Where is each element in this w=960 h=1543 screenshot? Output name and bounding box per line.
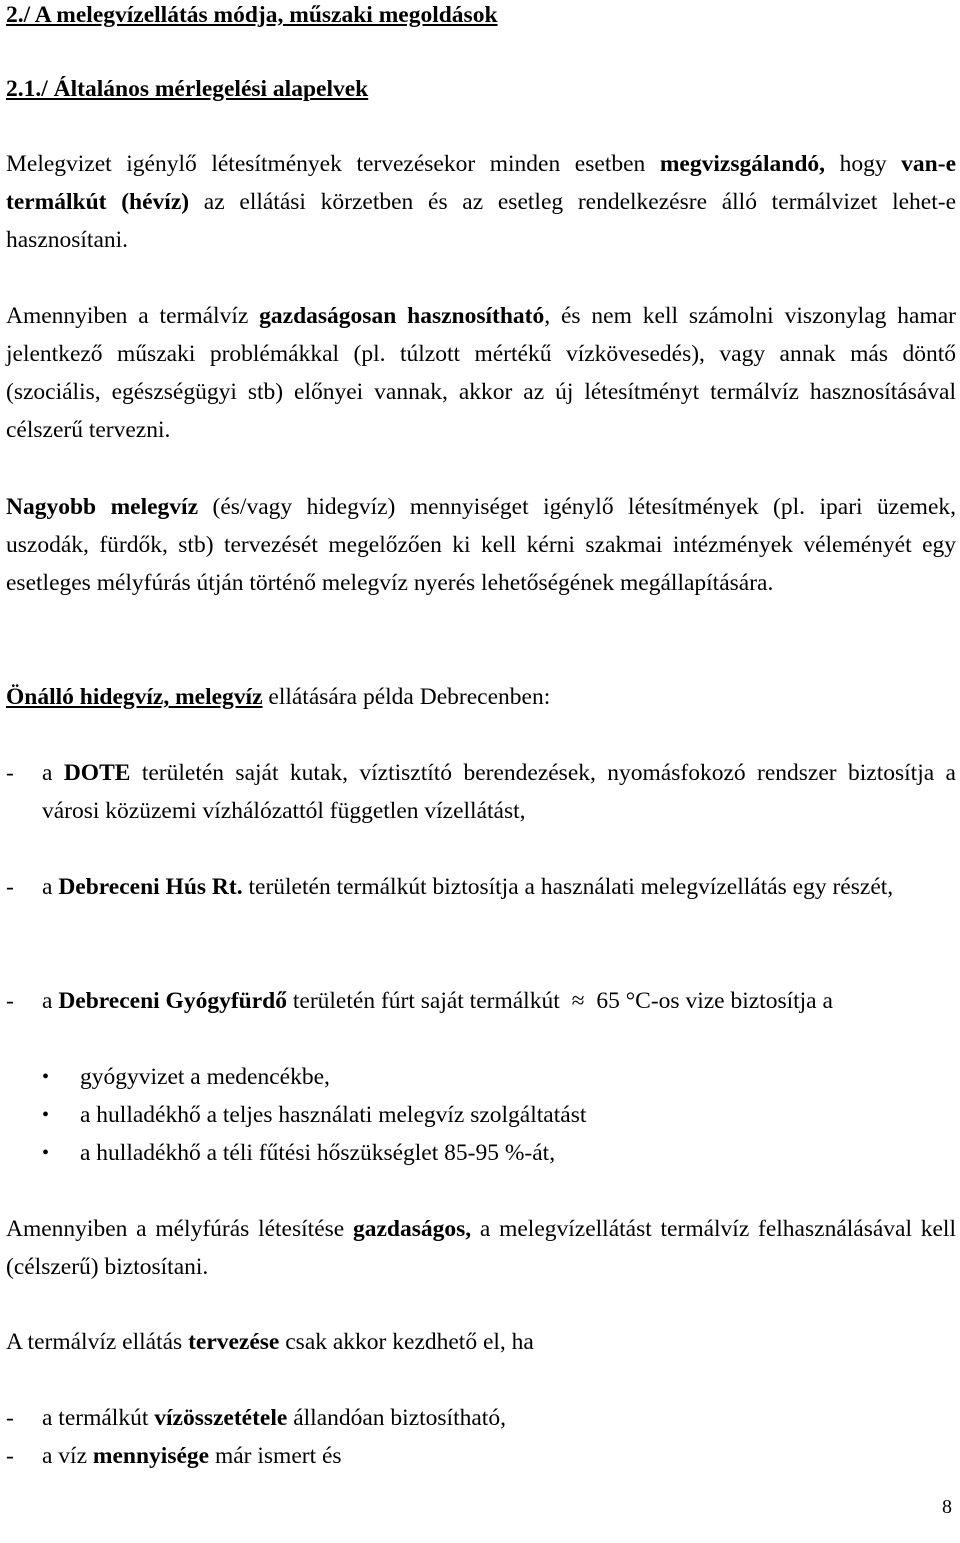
bold-text: Debreceni Hús Rt. xyxy=(58,874,243,900)
dash-marker: - xyxy=(6,874,14,900)
text: , és nem kell számolni viszonylag hamar jelentkező műszaki problémákkal (pl. túlzott mértékű vízkövesedés), vagy annak más döntő (szociális, egészségügyi stb) előnyei vannak, akkor az új létesítményt termálvíz hasznosításával célszerű tervezni. xyxy=(6,303,956,443)
text: a xyxy=(42,760,64,786)
bold-text: mennyisége xyxy=(92,1443,210,1469)
text: 65 °C-os vize biztosítja a xyxy=(590,988,833,1014)
text: a víz xyxy=(42,1443,93,1469)
bold-text: Debreceni Gyógyfürdő xyxy=(58,988,287,1014)
section-heading: 2./ A melegvízellátás módja, műszaki megoldások xyxy=(6,2,498,28)
dash-marker: - xyxy=(6,1443,14,1469)
paragraph-1 xyxy=(6,145,956,259)
text: a melegvízellátást termálvíz felhasználásával kell (célszerű) biztosítani. xyxy=(6,1216,956,1280)
text: Amennyiben a mélyfúrás létesítése xyxy=(6,1216,353,1242)
bullet-text: a hulladékhő a teljes használati melegvíz szolgáltatást xyxy=(80,1102,587,1128)
bullet-text: a hulladékhő a téli fűtési hőszükséglet 85-95 %-át, xyxy=(80,1140,556,1166)
text: Amennyiben a termálvíz xyxy=(6,303,260,329)
text: Melegvizet igénylő létesítmények tervezésekor minden esetben xyxy=(6,151,660,177)
text: a xyxy=(42,988,59,1014)
text: területén termálkút biztosítja a használati melegvízellátás egy részét, xyxy=(242,874,894,900)
paragraph-5 xyxy=(6,1210,956,1286)
text: állandóan biztosítható, xyxy=(287,1405,506,1431)
text: csak akkor kezdhető el, ha xyxy=(279,1329,534,1355)
text: ellátására példa Debrecenben: xyxy=(262,684,551,710)
bold-text: megvizsgálandó, xyxy=(659,151,826,177)
bold-text: Nagyobb melegvíz xyxy=(6,494,199,520)
list-item-text xyxy=(42,868,956,906)
bullet-icon: • xyxy=(42,1142,50,1164)
approx-symbol: ≈ xyxy=(571,988,585,1014)
paragraph-4 xyxy=(6,678,956,716)
text: területén fúrt saját termálkút xyxy=(286,988,566,1014)
list-item-text xyxy=(42,982,956,1020)
bullet-icon: • xyxy=(42,1104,50,1126)
paragraph-3 xyxy=(6,488,956,602)
text: területén saját kutak, víztisztító berendezések, nyomásfokozó rendszer biztosítja a városi közüzemi vízhálózattól független vízellátást, xyxy=(42,760,956,824)
paragraph-2 xyxy=(6,297,956,449)
bullet-icon: • xyxy=(42,1066,50,1088)
dash-marker: - xyxy=(6,988,14,1014)
list-item-text xyxy=(42,1399,956,1437)
bold-text: tervezése xyxy=(188,1329,280,1355)
paragraph-6 xyxy=(6,1323,956,1361)
text: a xyxy=(42,874,59,900)
text: az ellátási körzetben és az esetleg rendelkezésre álló termálvizet lehet-e hasznosítani. xyxy=(6,189,956,253)
text: hogy xyxy=(825,151,902,177)
bullet-text: gyógyvizet a medencékbe, xyxy=(80,1064,330,1090)
text: (és/vagy hidegvíz) mennyiséget igénylő létesítmények (pl. ipari üzemek, uszodák, fürdők, stb) tervezését megelőzően ki kell kérni szakmai intézmények véleményét egy esetleges mélyfúrás útján történő melegvíz nyerés lehetőségének megállapítására. xyxy=(6,494,956,596)
bold-text: Önálló hidegvíz, melegvíz xyxy=(6,684,263,710)
page-number: 8 xyxy=(942,1496,952,1518)
text: a termálkút xyxy=(42,1405,155,1431)
bold-text: gazdaságos, xyxy=(352,1216,472,1242)
bold-text: gazdaságosan hasznosítható xyxy=(259,303,545,329)
bold-text: DOTE xyxy=(63,760,131,786)
dash-marker: - xyxy=(6,760,14,786)
bold-text: van-e termálkút (hévíz) xyxy=(6,151,956,215)
bold-text: vízösszetétele xyxy=(154,1405,288,1431)
text: már ismert és xyxy=(209,1443,342,1469)
list-item-text xyxy=(42,1437,956,1475)
subsection-heading: 2.1./ Általános mérlegelési alapelvek xyxy=(6,76,369,102)
dash-marker: - xyxy=(6,1405,14,1431)
list-item-text xyxy=(42,754,956,830)
text: A termálvíz ellátás xyxy=(6,1329,189,1355)
